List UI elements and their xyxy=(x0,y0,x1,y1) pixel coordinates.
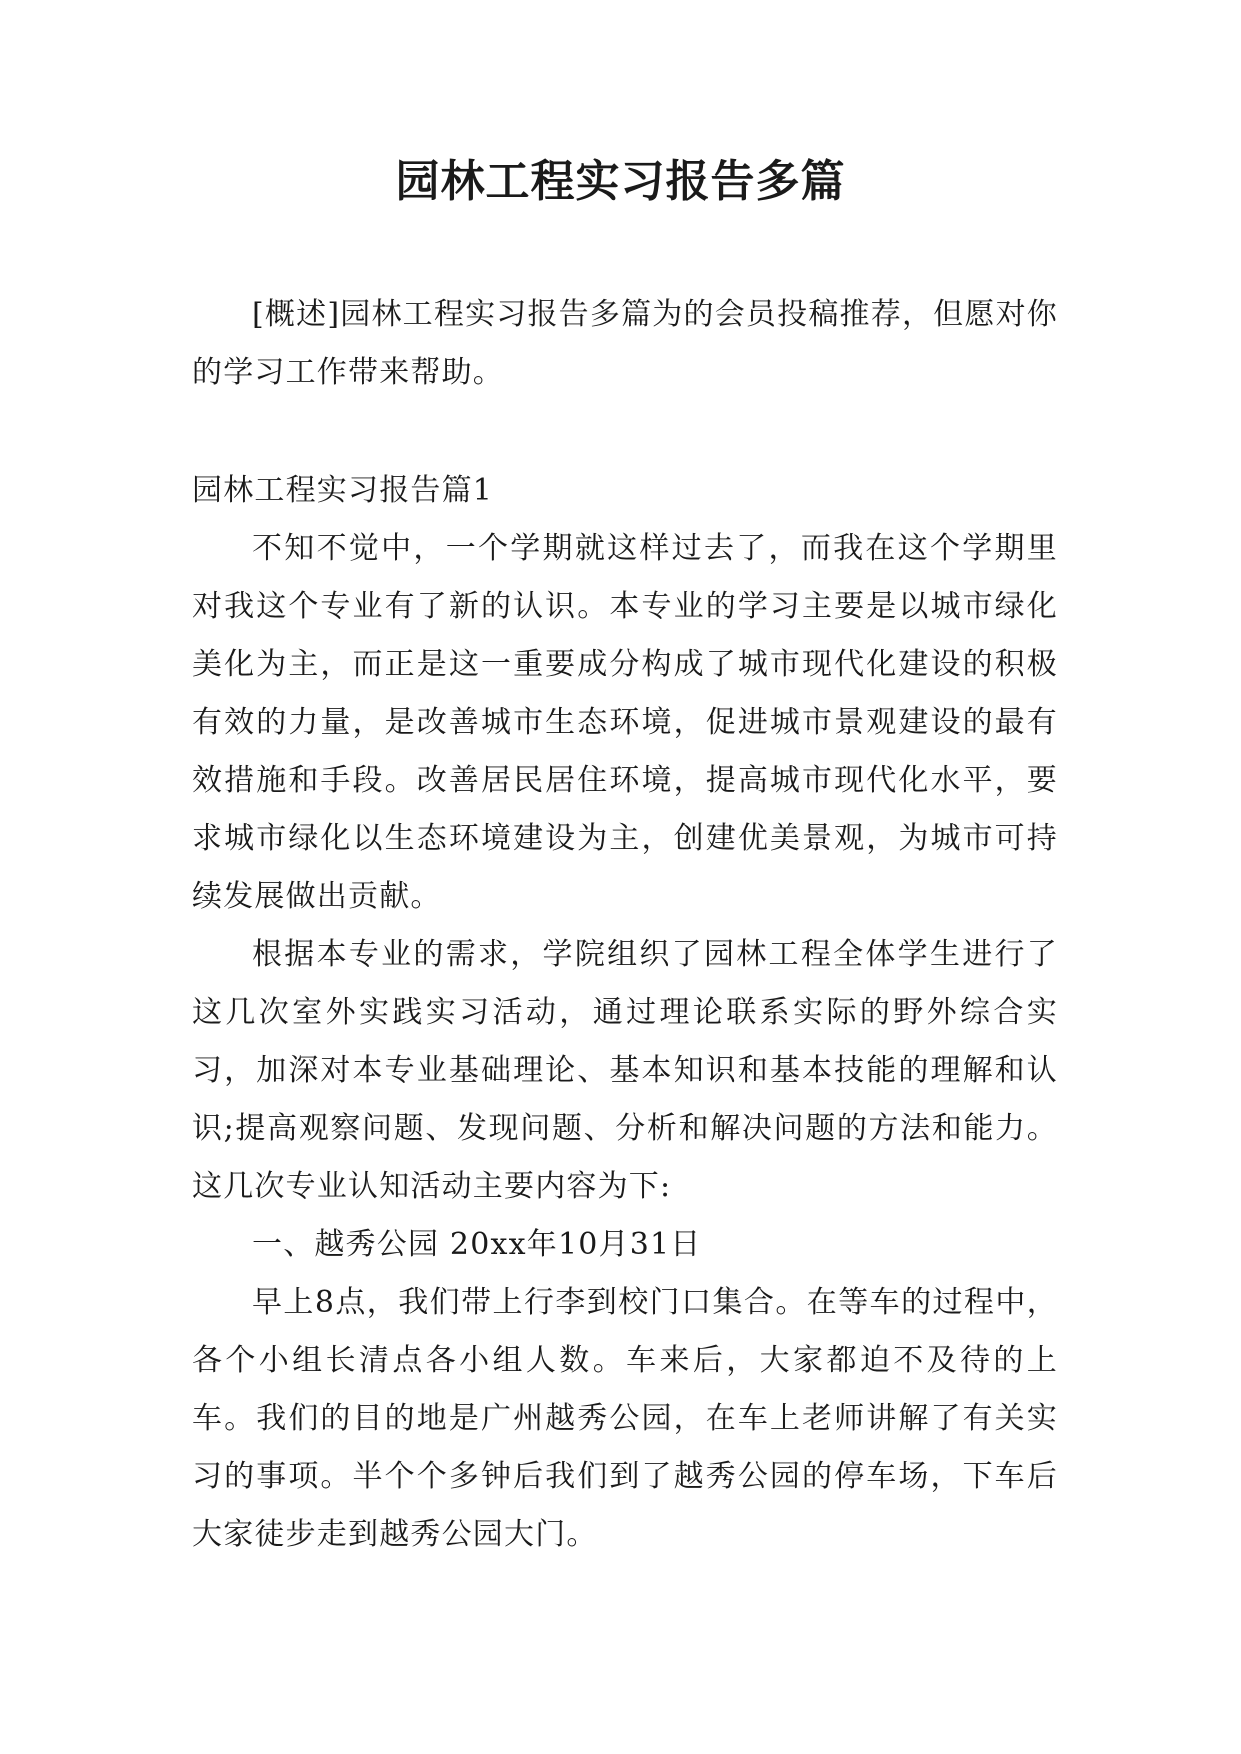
summary-block xyxy=(192,286,1058,402)
report-body xyxy=(192,462,1058,1564)
body-paragraph: 根据本专业的需求，学院组织了园林工程全体学生进行了这几次室外实践实习活动，通过理论联系实际的野外综合实习，加深对本专业基础理论、基本知识和基本技能的理解和认识;提高观察问题、发现问题、分析和解决问题的方法和能力。这几次专业认知活动主要内容为下: xyxy=(192,937,1058,1204)
body-paragraph: 早上8点，我们带上行李到校门口集合。在等车的过程中，各个小组长清点各小组人数。车来后，大家都迫不及待的上车。我们的目的地是广州越秀公园，在车上老师讲解了有关实习的事项。半个个多钟后我们到了越秀公园的停车场，下车后大家徒步走到越秀公园大门。 xyxy=(192,1285,1058,1552)
document-title: 园林工程实习报告多篇 xyxy=(395,156,846,207)
summary-paragraph: [概述]园林工程实习报告多篇为的会员投稿推荐，但愿对你的学习工作带来帮助。 xyxy=(192,297,1058,390)
subsection-heading: 一、越秀公园 20xx年10月31日 xyxy=(252,1227,702,1262)
body-paragraph: 不知不觉中，一个学期就这样过去了，而我在这个学期里对我这个专业有了新的认识。本专业的学习主要是以城市绿化美化为主，而正是这一重要成分构成了城市现代化建设的积极有效的力量，是改善城市生态环境，促进城市景观建设的最有效措施和手段。改善居民居住环境，提高城市现代化水平，要求城市绿化以生态环境建设为主，创建优美景观，为城市可持续发展做出贡献。 xyxy=(192,531,1058,914)
section-heading: 园林工程实习报告篇1 xyxy=(192,473,494,508)
